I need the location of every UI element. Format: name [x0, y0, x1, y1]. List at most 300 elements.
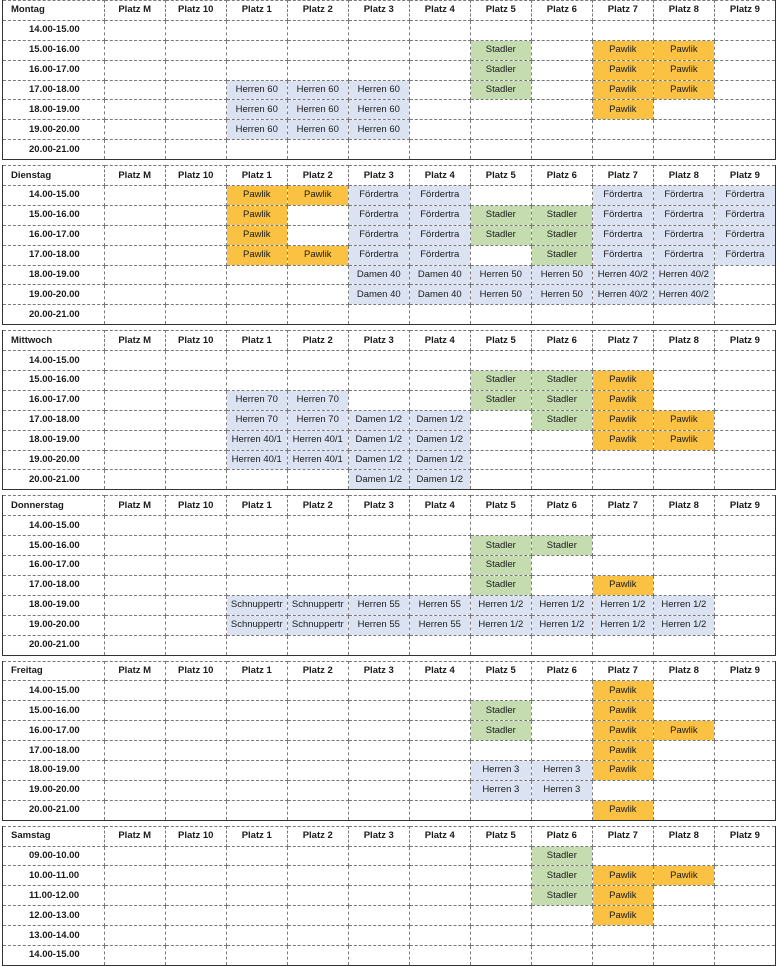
booking-cell[interactable]: Pawlik	[592, 390, 653, 410]
empty-cell[interactable]	[104, 371, 165, 391]
empty-cell[interactable]	[165, 741, 226, 761]
empty-cell[interactable]	[287, 846, 348, 866]
empty-cell[interactable]	[165, 265, 226, 285]
empty-cell[interactable]	[592, 556, 653, 576]
empty-cell[interactable]	[653, 390, 714, 410]
empty-cell[interactable]	[592, 635, 653, 655]
booking-cell[interactable]: Fördertra	[409, 225, 470, 245]
empty-cell[interactable]	[287, 926, 348, 946]
empty-cell[interactable]	[165, 681, 226, 701]
empty-cell[interactable]	[226, 760, 287, 780]
empty-cell[interactable]	[287, 265, 348, 285]
empty-cell[interactable]	[104, 615, 165, 635]
empty-cell[interactable]	[165, 285, 226, 305]
empty-cell[interactable]	[348, 701, 409, 721]
booking-cell[interactable]: Pawlik	[592, 80, 653, 100]
empty-cell[interactable]	[104, 926, 165, 946]
empty-cell[interactable]	[470, 100, 531, 120]
empty-cell[interactable]	[470, 926, 531, 946]
booking-cell[interactable]: Damen 40	[348, 265, 409, 285]
empty-cell[interactable]	[165, 945, 226, 965]
empty-cell[interactable]	[409, 760, 470, 780]
empty-cell[interactable]	[470, 351, 531, 371]
empty-cell[interactable]	[409, 305, 470, 325]
empty-cell[interactable]	[348, 945, 409, 965]
booking-cell[interactable]: Pawlik	[592, 721, 653, 741]
empty-cell[interactable]	[714, 741, 775, 761]
empty-cell[interactable]	[287, 305, 348, 325]
empty-cell[interactable]	[653, 906, 714, 926]
empty-cell[interactable]	[287, 866, 348, 886]
booking-cell[interactable]: Herren 60	[287, 120, 348, 140]
empty-cell[interactable]	[531, 701, 592, 721]
empty-cell[interactable]	[653, 681, 714, 701]
empty-cell[interactable]	[165, 351, 226, 371]
empty-cell[interactable]	[409, 780, 470, 800]
empty-cell[interactable]	[104, 265, 165, 285]
booking-cell[interactable]: Herren 1/2	[592, 615, 653, 635]
booking-cell[interactable]: Herren 55	[409, 615, 470, 635]
booking-cell[interactable]: Fördertra	[592, 225, 653, 245]
empty-cell[interactable]	[653, 371, 714, 391]
booking-cell[interactable]: Herren 40/1	[226, 450, 287, 470]
empty-cell[interactable]	[104, 701, 165, 721]
empty-cell[interactable]	[287, 470, 348, 490]
empty-cell[interactable]	[714, 20, 775, 40]
empty-cell[interactable]	[653, 351, 714, 371]
empty-cell[interactable]	[348, 886, 409, 906]
booking-cell[interactable]: Pawlik	[592, 371, 653, 391]
booking-cell[interactable]: Pawlik	[653, 721, 714, 741]
empty-cell[interactable]	[165, 430, 226, 450]
empty-cell[interactable]	[531, 635, 592, 655]
booking-cell[interactable]: Damen 1/2	[348, 430, 409, 450]
booking-cell[interactable]: Pawlik	[592, 741, 653, 761]
booking-cell[interactable]: Pawlik	[592, 60, 653, 80]
empty-cell[interactable]	[653, 450, 714, 470]
empty-cell[interactable]	[653, 536, 714, 556]
empty-cell[interactable]	[165, 635, 226, 655]
empty-cell[interactable]	[531, 186, 592, 206]
empty-cell[interactable]	[714, 140, 775, 160]
empty-cell[interactable]	[714, 575, 775, 595]
booking-cell[interactable]: Pawlik	[592, 100, 653, 120]
booking-cell[interactable]: Pawlik	[592, 40, 653, 60]
empty-cell[interactable]	[104, 516, 165, 536]
empty-cell[interactable]	[531, 351, 592, 371]
empty-cell[interactable]	[714, 120, 775, 140]
booking-cell[interactable]: Pawlik	[592, 760, 653, 780]
empty-cell[interactable]	[348, 760, 409, 780]
empty-cell[interactable]	[348, 305, 409, 325]
empty-cell[interactable]	[165, 886, 226, 906]
booking-cell[interactable]: Fördertra	[653, 225, 714, 245]
booking-cell[interactable]: Herren 1/2	[531, 595, 592, 615]
empty-cell[interactable]	[287, 800, 348, 820]
empty-cell[interactable]	[226, 635, 287, 655]
empty-cell[interactable]	[287, 20, 348, 40]
empty-cell[interactable]	[348, 516, 409, 536]
empty-cell[interactable]	[165, 390, 226, 410]
empty-cell[interactable]	[531, 741, 592, 761]
booking-cell[interactable]: Stadler	[531, 866, 592, 886]
empty-cell[interactable]	[409, 846, 470, 866]
empty-cell[interactable]	[714, 866, 775, 886]
booking-cell[interactable]: Stadler	[531, 245, 592, 265]
empty-cell[interactable]	[409, 906, 470, 926]
booking-cell[interactable]: Stadler	[531, 410, 592, 430]
empty-cell[interactable]	[226, 681, 287, 701]
empty-cell[interactable]	[653, 120, 714, 140]
empty-cell[interactable]	[348, 681, 409, 701]
empty-cell[interactable]	[165, 100, 226, 120]
booking-cell[interactable]: Schnuppertr	[287, 595, 348, 615]
empty-cell[interactable]	[714, 556, 775, 576]
empty-cell[interactable]	[531, 556, 592, 576]
booking-cell[interactable]: Herren 3	[470, 780, 531, 800]
empty-cell[interactable]	[104, 285, 165, 305]
booking-cell[interactable]: Pawlik	[653, 60, 714, 80]
empty-cell[interactable]	[165, 846, 226, 866]
empty-cell[interactable]	[104, 40, 165, 60]
empty-cell[interactable]	[653, 780, 714, 800]
empty-cell[interactable]	[531, 140, 592, 160]
empty-cell[interactable]	[165, 20, 226, 40]
empty-cell[interactable]	[531, 516, 592, 536]
empty-cell[interactable]	[653, 800, 714, 820]
booking-cell[interactable]: Herren 40/2	[592, 265, 653, 285]
empty-cell[interactable]	[165, 780, 226, 800]
empty-cell[interactable]	[409, 40, 470, 60]
empty-cell[interactable]	[470, 741, 531, 761]
empty-cell[interactable]	[531, 430, 592, 450]
booking-cell[interactable]: Damen 1/2	[409, 410, 470, 430]
empty-cell[interactable]	[226, 800, 287, 820]
empty-cell[interactable]	[104, 410, 165, 430]
empty-cell[interactable]	[165, 575, 226, 595]
booking-cell[interactable]: Fördertra	[714, 205, 775, 225]
booking-cell[interactable]: Herren 55	[409, 595, 470, 615]
booking-cell[interactable]: Stadler	[470, 556, 531, 576]
booking-cell[interactable]: Damen 1/2	[348, 410, 409, 430]
empty-cell[interactable]	[531, 575, 592, 595]
empty-cell[interactable]	[409, 681, 470, 701]
empty-cell[interactable]	[226, 516, 287, 536]
empty-cell[interactable]	[470, 846, 531, 866]
empty-cell[interactable]	[714, 450, 775, 470]
booking-cell[interactable]: Herren 60	[226, 80, 287, 100]
booking-cell[interactable]: Pawlik	[226, 225, 287, 245]
booking-cell[interactable]: Stadler	[531, 846, 592, 866]
empty-cell[interactable]	[409, 945, 470, 965]
booking-cell[interactable]: Pawlik	[226, 186, 287, 206]
empty-cell[interactable]	[287, 760, 348, 780]
booking-cell[interactable]: Damen 40	[409, 285, 470, 305]
empty-cell[interactable]	[104, 595, 165, 615]
empty-cell[interactable]	[592, 846, 653, 866]
empty-cell[interactable]	[287, 906, 348, 926]
empty-cell[interactable]	[287, 225, 348, 245]
booking-cell[interactable]: Fördertra	[592, 205, 653, 225]
empty-cell[interactable]	[226, 701, 287, 721]
empty-cell[interactable]	[348, 556, 409, 576]
booking-cell[interactable]: Herren 60	[348, 100, 409, 120]
empty-cell[interactable]	[531, 60, 592, 80]
empty-cell[interactable]	[653, 516, 714, 536]
empty-cell[interactable]	[409, 556, 470, 576]
empty-cell[interactable]	[165, 470, 226, 490]
booking-cell[interactable]: Damen 40	[409, 265, 470, 285]
empty-cell[interactable]	[531, 120, 592, 140]
empty-cell[interactable]	[165, 40, 226, 60]
booking-cell[interactable]: Pawlik	[653, 40, 714, 60]
empty-cell[interactable]	[714, 410, 775, 430]
empty-cell[interactable]	[470, 470, 531, 490]
empty-cell[interactable]	[165, 760, 226, 780]
empty-cell[interactable]	[104, 390, 165, 410]
booking-cell[interactable]: Pawlik	[592, 701, 653, 721]
empty-cell[interactable]	[165, 120, 226, 140]
empty-cell[interactable]	[653, 701, 714, 721]
booking-cell[interactable]: Herren 60	[348, 120, 409, 140]
empty-cell[interactable]	[287, 780, 348, 800]
empty-cell[interactable]	[653, 926, 714, 946]
empty-cell[interactable]	[592, 780, 653, 800]
empty-cell[interactable]	[348, 536, 409, 556]
empty-cell[interactable]	[226, 20, 287, 40]
empty-cell[interactable]	[287, 945, 348, 965]
empty-cell[interactable]	[531, 926, 592, 946]
empty-cell[interactable]	[104, 351, 165, 371]
empty-cell[interactable]	[104, 20, 165, 40]
empty-cell[interactable]	[409, 886, 470, 906]
empty-cell[interactable]	[409, 741, 470, 761]
empty-cell[interactable]	[348, 780, 409, 800]
empty-cell[interactable]	[165, 926, 226, 946]
empty-cell[interactable]	[470, 800, 531, 820]
empty-cell[interactable]	[714, 100, 775, 120]
booking-cell[interactable]: Stadler	[470, 536, 531, 556]
empty-cell[interactable]	[226, 140, 287, 160]
empty-cell[interactable]	[714, 615, 775, 635]
booking-cell[interactable]: Damen 1/2	[409, 430, 470, 450]
booking-cell[interactable]: Damen 1/2	[348, 450, 409, 470]
empty-cell[interactable]	[226, 351, 287, 371]
empty-cell[interactable]	[409, 120, 470, 140]
empty-cell[interactable]	[287, 536, 348, 556]
empty-cell[interactable]	[409, 351, 470, 371]
booking-cell[interactable]: Herren 50	[531, 285, 592, 305]
empty-cell[interactable]	[226, 60, 287, 80]
booking-cell[interactable]: Stadler	[470, 80, 531, 100]
empty-cell[interactable]	[531, 450, 592, 470]
empty-cell[interactable]	[165, 225, 226, 245]
empty-cell[interactable]	[409, 800, 470, 820]
empty-cell[interactable]	[104, 186, 165, 206]
booking-cell[interactable]: Stadler	[531, 390, 592, 410]
empty-cell[interactable]	[470, 681, 531, 701]
booking-cell[interactable]: Herren 40/1	[287, 430, 348, 450]
empty-cell[interactable]	[287, 681, 348, 701]
empty-cell[interactable]	[287, 140, 348, 160]
empty-cell[interactable]	[104, 846, 165, 866]
booking-cell[interactable]: Damen 1/2	[409, 450, 470, 470]
booking-cell[interactable]: Fördertra	[409, 245, 470, 265]
empty-cell[interactable]	[348, 390, 409, 410]
empty-cell[interactable]	[714, 351, 775, 371]
booking-cell[interactable]: Stadler	[470, 60, 531, 80]
empty-cell[interactable]	[714, 721, 775, 741]
empty-cell[interactable]	[104, 886, 165, 906]
empty-cell[interactable]	[104, 906, 165, 926]
empty-cell[interactable]	[409, 140, 470, 160]
empty-cell[interactable]	[226, 945, 287, 965]
empty-cell[interactable]	[409, 721, 470, 741]
empty-cell[interactable]	[653, 100, 714, 120]
booking-cell[interactable]: Stadler	[470, 721, 531, 741]
empty-cell[interactable]	[287, 516, 348, 536]
empty-cell[interactable]	[165, 245, 226, 265]
booking-cell[interactable]: Pawlik	[592, 681, 653, 701]
empty-cell[interactable]	[287, 371, 348, 391]
empty-cell[interactable]	[165, 866, 226, 886]
booking-cell[interactable]: Stadler	[531, 886, 592, 906]
booking-cell[interactable]: Herren 40/1	[287, 450, 348, 470]
empty-cell[interactable]	[470, 886, 531, 906]
empty-cell[interactable]	[470, 245, 531, 265]
empty-cell[interactable]	[653, 846, 714, 866]
empty-cell[interactable]	[348, 60, 409, 80]
empty-cell[interactable]	[653, 945, 714, 965]
empty-cell[interactable]	[470, 410, 531, 430]
empty-cell[interactable]	[287, 635, 348, 655]
empty-cell[interactable]	[409, 100, 470, 120]
booking-cell[interactable]: Herren 70	[226, 390, 287, 410]
empty-cell[interactable]	[531, 80, 592, 100]
booking-cell[interactable]: Herren 40/2	[653, 265, 714, 285]
booking-cell[interactable]: Pawlik	[653, 430, 714, 450]
booking-cell[interactable]: Fördertra	[409, 186, 470, 206]
empty-cell[interactable]	[531, 470, 592, 490]
booking-cell[interactable]: Herren 50	[531, 265, 592, 285]
empty-cell[interactable]	[714, 760, 775, 780]
empty-cell[interactable]	[104, 60, 165, 80]
empty-cell[interactable]	[592, 516, 653, 536]
empty-cell[interactable]	[653, 635, 714, 655]
empty-cell[interactable]	[165, 60, 226, 80]
empty-cell[interactable]	[348, 800, 409, 820]
booking-cell[interactable]: Stadler	[470, 371, 531, 391]
empty-cell[interactable]	[409, 20, 470, 40]
empty-cell[interactable]	[348, 351, 409, 371]
booking-cell[interactable]: Herren 1/2	[653, 615, 714, 635]
empty-cell[interactable]	[714, 60, 775, 80]
empty-cell[interactable]	[226, 285, 287, 305]
empty-cell[interactable]	[653, 575, 714, 595]
booking-cell[interactable]: Pawlik	[653, 80, 714, 100]
empty-cell[interactable]	[348, 40, 409, 60]
booking-cell[interactable]: Stadler	[470, 390, 531, 410]
empty-cell[interactable]	[104, 120, 165, 140]
empty-cell[interactable]	[348, 741, 409, 761]
empty-cell[interactable]	[104, 780, 165, 800]
empty-cell[interactable]	[409, 80, 470, 100]
empty-cell[interactable]	[104, 225, 165, 245]
empty-cell[interactable]	[104, 305, 165, 325]
empty-cell[interactable]	[348, 906, 409, 926]
empty-cell[interactable]	[104, 635, 165, 655]
booking-cell[interactable]: Herren 40/1	[226, 430, 287, 450]
empty-cell[interactable]	[165, 615, 226, 635]
booking-cell[interactable]: Pawlik	[592, 430, 653, 450]
empty-cell[interactable]	[226, 575, 287, 595]
empty-cell[interactable]	[287, 60, 348, 80]
empty-cell[interactable]	[104, 866, 165, 886]
empty-cell[interactable]	[165, 800, 226, 820]
booking-cell[interactable]: Fördertra	[592, 245, 653, 265]
empty-cell[interactable]	[714, 906, 775, 926]
booking-cell[interactable]: Herren 1/2	[653, 595, 714, 615]
empty-cell[interactable]	[714, 681, 775, 701]
empty-cell[interactable]	[409, 60, 470, 80]
booking-cell[interactable]: Pawlik	[653, 866, 714, 886]
booking-cell[interactable]: Stadler	[470, 225, 531, 245]
empty-cell[interactable]	[226, 265, 287, 285]
empty-cell[interactable]	[104, 741, 165, 761]
empty-cell[interactable]	[287, 285, 348, 305]
booking-cell[interactable]: Pawlik	[592, 575, 653, 595]
booking-cell[interactable]: Herren 55	[348, 595, 409, 615]
empty-cell[interactable]	[592, 140, 653, 160]
booking-cell[interactable]: Pawlik	[653, 410, 714, 430]
empty-cell[interactable]	[226, 866, 287, 886]
empty-cell[interactable]	[348, 846, 409, 866]
booking-cell[interactable]: Stadler	[531, 371, 592, 391]
empty-cell[interactable]	[104, 760, 165, 780]
empty-cell[interactable]	[104, 470, 165, 490]
booking-cell[interactable]: Herren 1/2	[470, 595, 531, 615]
empty-cell[interactable]	[348, 140, 409, 160]
empty-cell[interactable]	[470, 20, 531, 40]
booking-cell[interactable]: Herren 3	[531, 760, 592, 780]
empty-cell[interactable]	[531, 305, 592, 325]
empty-cell[interactable]	[104, 245, 165, 265]
booking-cell[interactable]: Herren 70	[287, 390, 348, 410]
empty-cell[interactable]	[287, 721, 348, 741]
booking-cell[interactable]: Herren 40/2	[653, 285, 714, 305]
empty-cell[interactable]	[165, 305, 226, 325]
empty-cell[interactable]	[714, 371, 775, 391]
empty-cell[interactable]	[226, 780, 287, 800]
empty-cell[interactable]	[348, 866, 409, 886]
empty-cell[interactable]	[714, 285, 775, 305]
empty-cell[interactable]	[104, 575, 165, 595]
empty-cell[interactable]	[470, 635, 531, 655]
empty-cell[interactable]	[287, 886, 348, 906]
empty-cell[interactable]	[104, 536, 165, 556]
empty-cell[interactable]	[409, 635, 470, 655]
empty-cell[interactable]	[165, 410, 226, 430]
empty-cell[interactable]	[287, 40, 348, 60]
empty-cell[interactable]	[226, 470, 287, 490]
empty-cell[interactable]	[531, 20, 592, 40]
empty-cell[interactable]	[226, 846, 287, 866]
empty-cell[interactable]	[104, 430, 165, 450]
empty-cell[interactable]	[226, 926, 287, 946]
booking-cell[interactable]: Schnuppertr	[226, 615, 287, 635]
booking-cell[interactable]: Herren 40/2	[592, 285, 653, 305]
empty-cell[interactable]	[714, 390, 775, 410]
